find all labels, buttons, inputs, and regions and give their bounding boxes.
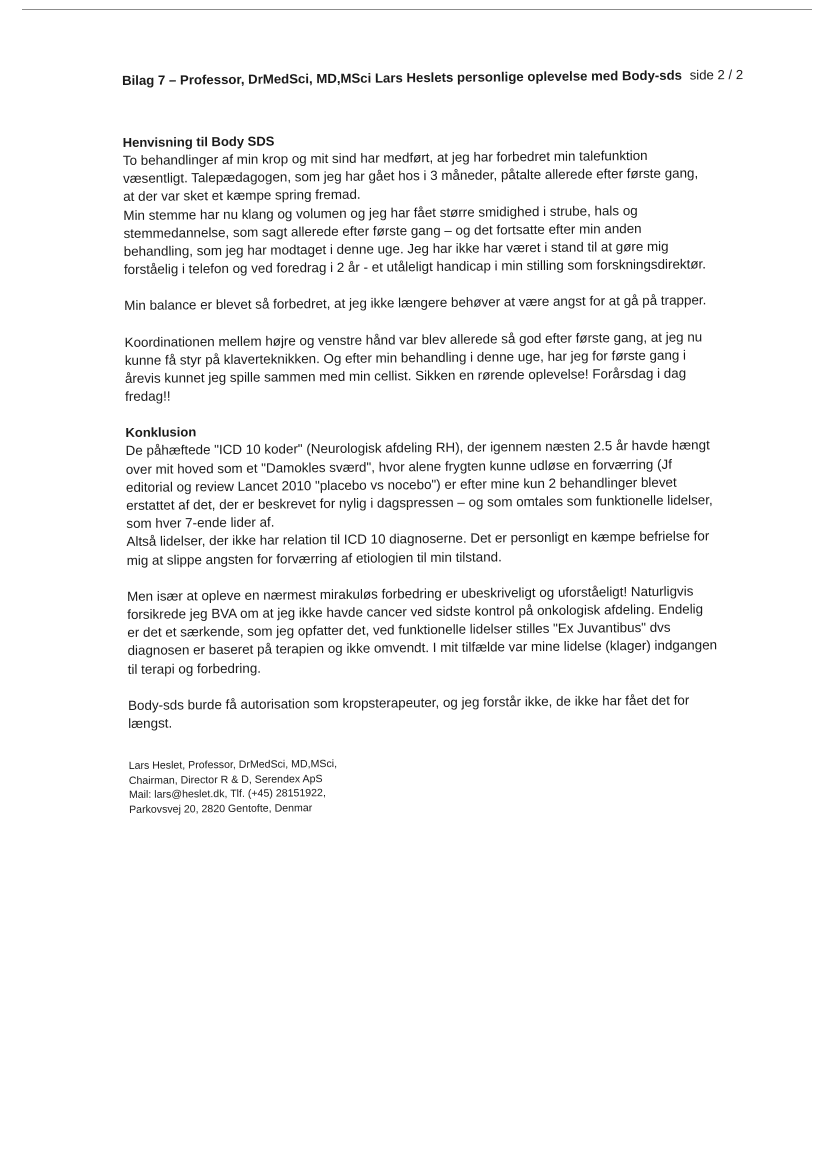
paragraph-authorisation: Body-sds burde få autorisation som kropsterapeuter, og jeg forstår ikke, de ikke har fået det for længst.: [128, 692, 690, 732]
paragraph-speech: To behandlinger af min krop og mit sind har medført, at jeg har forbedret min talefunktion væsentligt. Talepædagogen, som jeg har gået hos i 3 måneder, påtalte allerede efter første gang, at der var sket et kæmpe spring fremad.: [122, 147, 699, 205]
section-heading-referral: Henvisning til Body SDS: [122, 133, 275, 150]
top-rule: [22, 9, 812, 10]
signature-role: Chairman, Director R & D, Serendex ApS: [128, 772, 323, 787]
document-header: [122, 66, 744, 90]
paragraph-voice: Min stemme har nu klang og volumen og jeg har fået større smidighed i strube, hals og stemmedannelse, som sagt allerede efter første gang – og det fortsatte efter min anden behandling, som jeg har modtaget i denne uge. Jeg har ikke har været i stand til at gøre mig forståelig i telefon og ved foredrag i 2 år - et utåleligt handicap i min stilling som forskningsdirektør.: [123, 202, 706, 278]
paragraph-icd-codes: De påhæftede "ICD 10 koder" (Neurologisk afdeling RH), der igennem næsten 2.5 år havde hængt over mit hoved som et "Damokles sværd", hvor alene frygten kunne udløse en forværring (Jf editorial og review Lancet 2010 "placebo vs nocebo") er efter mine kun 2 behandlinger blevet erstattet af det, der er beskrevet for nylig i dagspressen – og som omtales som funktionelle lidelser, som hver 7-ende lider af.: [125, 437, 713, 532]
paragraph-improvement: Men især at opleve en nærmest mirakuløs forbedring er ubeskriveligt og uforståeligt! Naturligvis forsikrede jeg BVA om at jeg ikke havde cancer ved sidste kontrol på onkologisk afdeling. Endelig er det et særkende, som jeg opfatter det, ved funktionelle lidelser stilles "Ex Juvantibus" dvs diagnosen er baseret på terapien og ikke omvendt. I mit tilfælde var mine lidelse (klager) indgangen til terapi og forbedring.: [126, 583, 718, 677]
document-title: Bilag 7 – Professor, DrMedSci, MD,MSci Lars Heslets personlige oplevelse med Body-sds: [122, 67, 683, 88]
paragraph-coordination: Koordinationen mellem højre og venstre hånd var blev allerede så god efter første gang, at jeg nu kunne få styr på klaverteknikken. Og efter min behandling i denne uge, har jeg for første gang i årevis kunnet jeg spille sammen med min cellist. Sikken en rørende oplevelse! Forårsdag i dag fredag!!: [124, 329, 703, 405]
section-heading-conclusion: Konklusion: [125, 424, 197, 441]
signature-block: [129, 754, 720, 818]
signature-address: Parkovsvej 20, 2820 Gentofte, Denmar: [129, 802, 313, 817]
signature-name: Lars Heslet, Professor, DrMedSci, MD,MSci,: [128, 758, 338, 773]
paragraph-relief: Altså lidelser, der ikke har relation til ICD 10 diagnoserne. Det er personligt en kæmpe befrielse for mig at slippe angsten for forværring af etiologien til min tilstand.: [126, 528, 710, 568]
page-number: side 2 / 2: [689, 67, 744, 83]
paragraph-balance: Min balance er blevet så forbedret, at jeg ikke længere behøver at være angst for at gå på trapper.: [124, 292, 707, 314]
signature-contact: Mail: lars@heslet.dk, Tlf. (+45) 28151922,: [128, 787, 326, 802]
section-referral: [123, 128, 716, 406]
section-conclusion: [125, 419, 718, 733]
document-page: [122, 66, 744, 817]
